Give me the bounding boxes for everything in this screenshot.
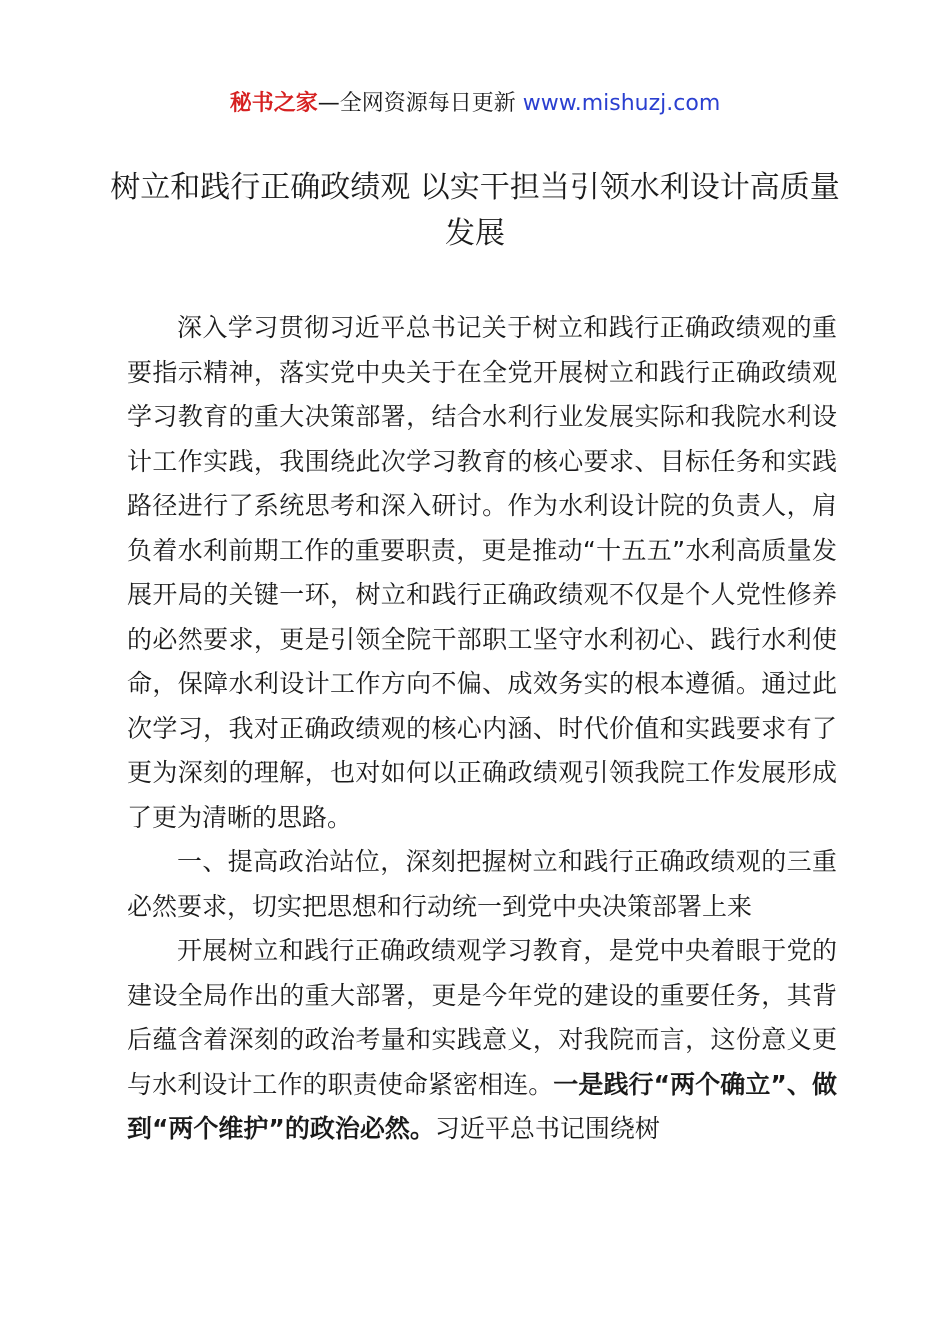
paragraph-text-continued: 习近平总书记围绕树 — [434, 1114, 660, 1143]
document-title: 树立和践行正确政绩观 以实干担当引领水利设计高质量发展 — [110, 170, 840, 251]
section-heading-1: 一、提高政治站位，深刻把握树立和践行正确政绩观的三重必然要求，切实把思想和行动统一到党中央决策部署上来 — [127, 847, 837, 921]
bold-point-1: 一是践行“两个确立”、做到“两个维护”的政治必然。 — [127, 1069, 837, 1143]
paragraph-section-1 — [127, 929, 837, 1152]
paragraph-text: 开展树立和践行正确政绩观学习教育，是党中央着眼于党的建设全局作出的重大部署，更是今年党的建设的重要任务，其背后蕴含着深刻的政治考量和实践意义，对我院而言，这份意义更与水利设计工作的职责使命紧密相连。 — [127, 936, 837, 1099]
site-header — [0, 86, 950, 122]
document-body — [127, 306, 837, 1152]
paragraph-intro: 深入学习贯彻习近平总书记关于树立和践行正确政绩观的重要指示精神，落实党中央关于在全党开展树立和践行正确政绩观学习教育的重大决策部署，结合水利行业发展实际和我院水利设计工作实践，我围绕此次学习教育的核心要求、目标任务和实践路径进行了系统思考和深入研讨。作为水利设计院的负责人，肩负着水利前期工作的重要职责，更是推动“十五五”水利高质量发展开局的关键一环，树立和践行正确政绩观不仅是个人党性修养的必然要求，更是引领全院干部职工坚守水利初心、践行水利使命，保障水利设计工作方向不偏、成效务实的根本遵循。通过此次学习，我对正确政绩观的核心内涵、时代价值和实践要求有了更为深刻的理解，也对如何以正确政绩观引领我院工作发展形成了更为清晰的思路。 — [127, 313, 837, 832]
site-brand: 秘书之家 — [229, 91, 318, 116]
site-url-link[interactable]: www.mishuzj.com — [522, 91, 721, 116]
site-tagline: —全网资源每日更新 — [317, 91, 523, 116]
